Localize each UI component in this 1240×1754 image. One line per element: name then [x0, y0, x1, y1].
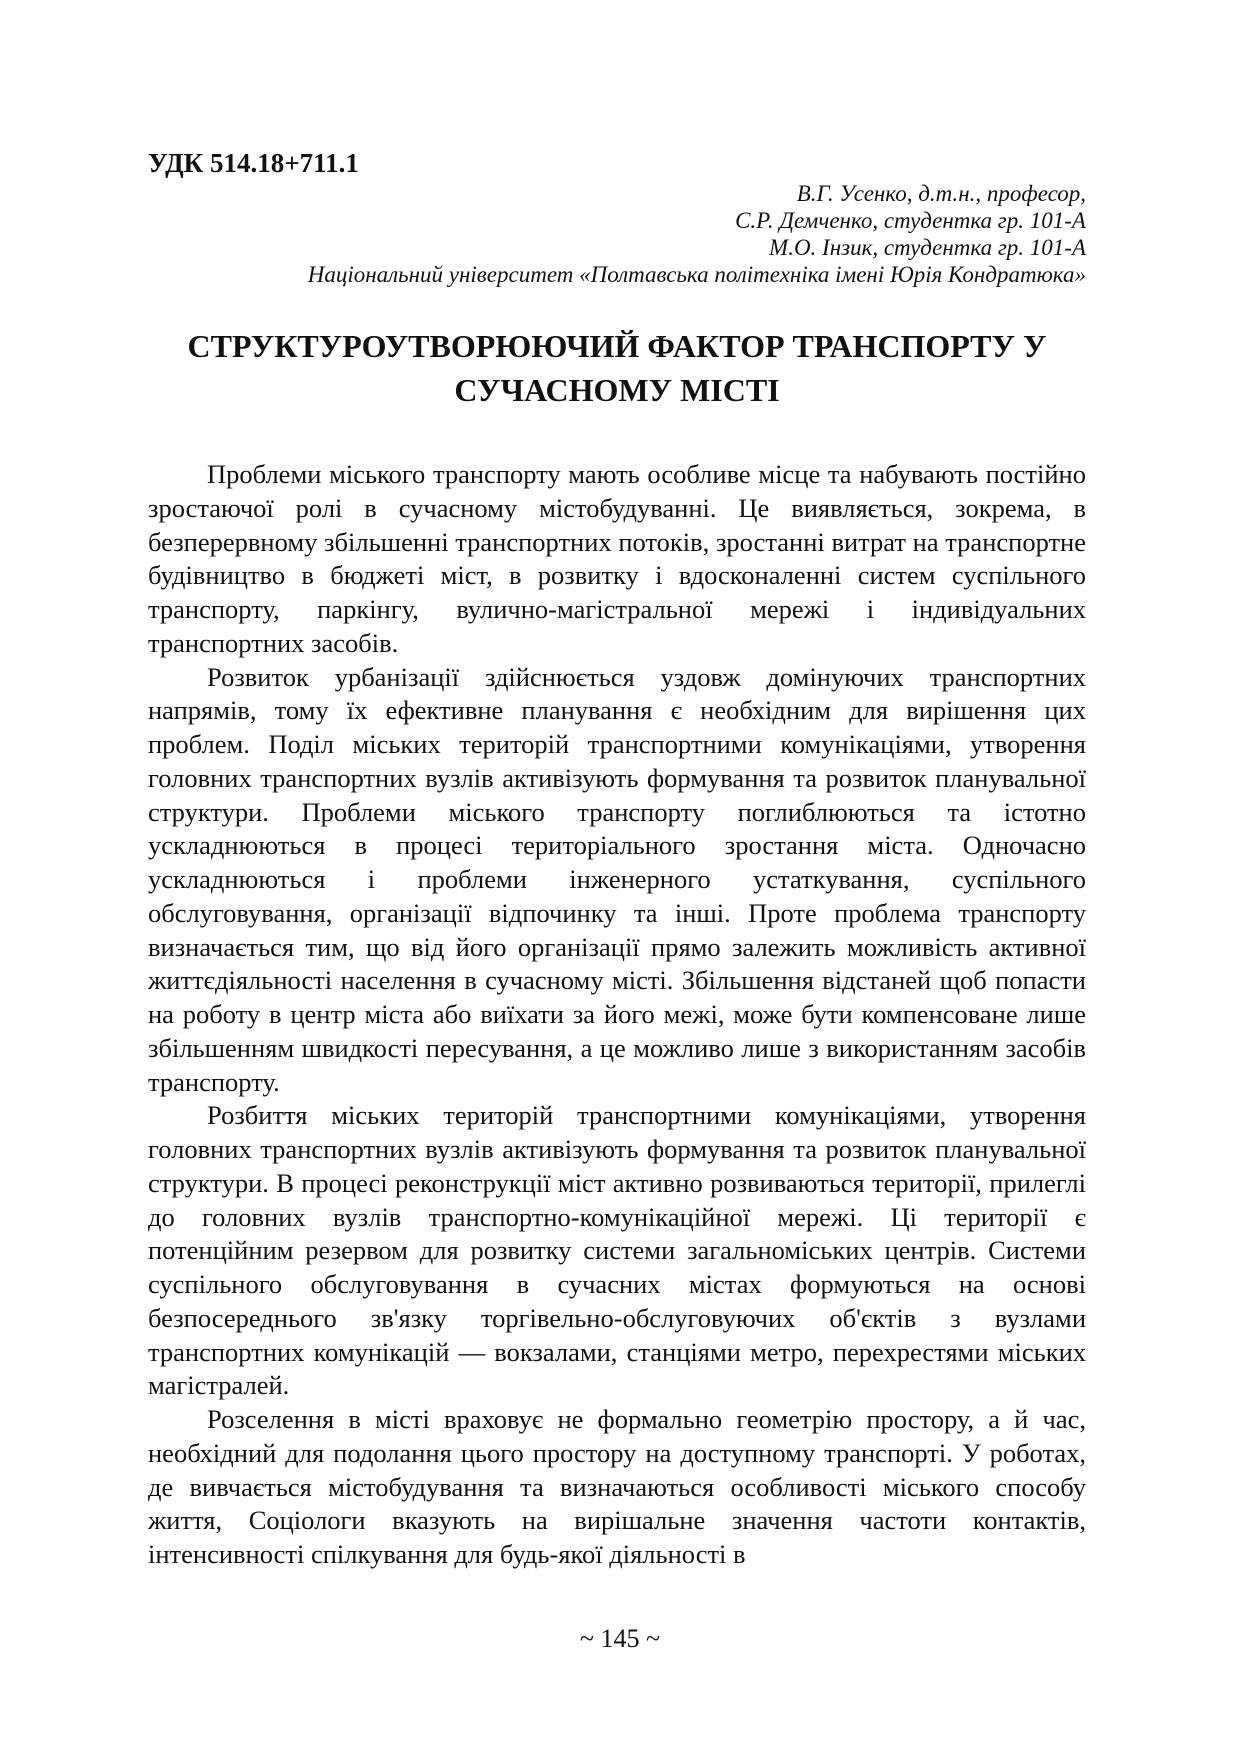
- page-number: ~ 145 ~: [579, 1624, 661, 1653]
- author-line: В.Г. Усенко, д.т.н., професор,: [796, 181, 1086, 206]
- author-line: С.Р. Демченко, студентка гр. 101-А: [735, 208, 1086, 233]
- paper-title-line: СТРУКТУРОУТВОРЮЮЧИЙ ФАКТОР ТРАНСПОРТУ У: [187, 328, 1047, 364]
- author-line: М.О. Інзик, студентка гр. 101-А: [769, 235, 1086, 260]
- udk-code: УДК 514.18+711.1: [148, 148, 359, 178]
- body-paragraph: Розвиток урбанізації здійснюється уздовж домінуючих транспортних напрямів, тому їх ефективне планування є необхідним для вирішення цих проблем. Поділ міських територій транспортними комунікаціями, утворення головних транспортних вузлів активізують формування та розвиток планувальної структури. Проблеми міського транспорту поглиблюються та істотно ускладнюються в процесі територіального зростання міста. Одночасно ускладнюються і проблеми інженерного устаткування, суспільного обслуговування, організації відпочинку та інші. Проте проблема транспорту визначається тим, що від його організації прямо залежить можливість активної життєдіяльності населення в сучасному місті. Збільшення відстаней щоб попасти на роботу в центр міста або виїхати за його межі, може бути компенсоване лише збільшенням швидкості пересування, а це можливо лише з використанням засобів транспорту.: [148, 661, 1086, 1097]
- body-paragraph: Розбиття міських територій транспортними комунікаціями, утворення головних транспортних вузлів активізують формування та розвиток планувальної структури. В процесі реконструкції міст активно розвиваються території, прилеглі до головних вузлів транспортно-комунікаційної мережі. Ці території є потенційним резервом для розвитку системи загальноміських центрів. Системи суспільного обслуговування в сучасних містах формуються на основі безпосереднього зв'язку торгівельно-обслуговуючих об'єктів з вузлами транспортних комунікацій — вокзалами, станціями метро, перехрестями міських магістралей.: [148, 1100, 1086, 1401]
- paper-title-line: СУЧАСНОМУ МІСТІ: [454, 372, 780, 408]
- body-paragraph: Проблеми міського транспорту мають особливе місце та набувають постійно зростаючої ролі в сучасному містобудуванні. Це виявляється, зокрема, в безперервному збільшенні транспортних потоків, зростанні витрат на транспортне будівництво в бюджеті міст, в розвитку і вдосконаленні систем суспільного транспорту, паркінгу, вулично-магістральної мережі і індивідуальних транспортних засобів.: [148, 459, 1086, 658]
- body-paragraph: Розселення в місті враховує не формально геометрію простору, а й час, необхідний для подолання цього простору на доступному транспорті. У роботах, де вивчається містобудування та визначаються особливості міського способу життя, Соціологи вказують на вирішальне значення частоти контактів, інтенсивності спілкування для будь-якої діяльності в: [148, 1404, 1086, 1569]
- paper-title: [148, 324, 1086, 412]
- author-block: [148, 180, 1086, 288]
- body-text: [148, 458, 1086, 1572]
- affiliation-line: Національний університет «Полтавська політехніка імені Юрія Кондратюка»: [307, 262, 1086, 287]
